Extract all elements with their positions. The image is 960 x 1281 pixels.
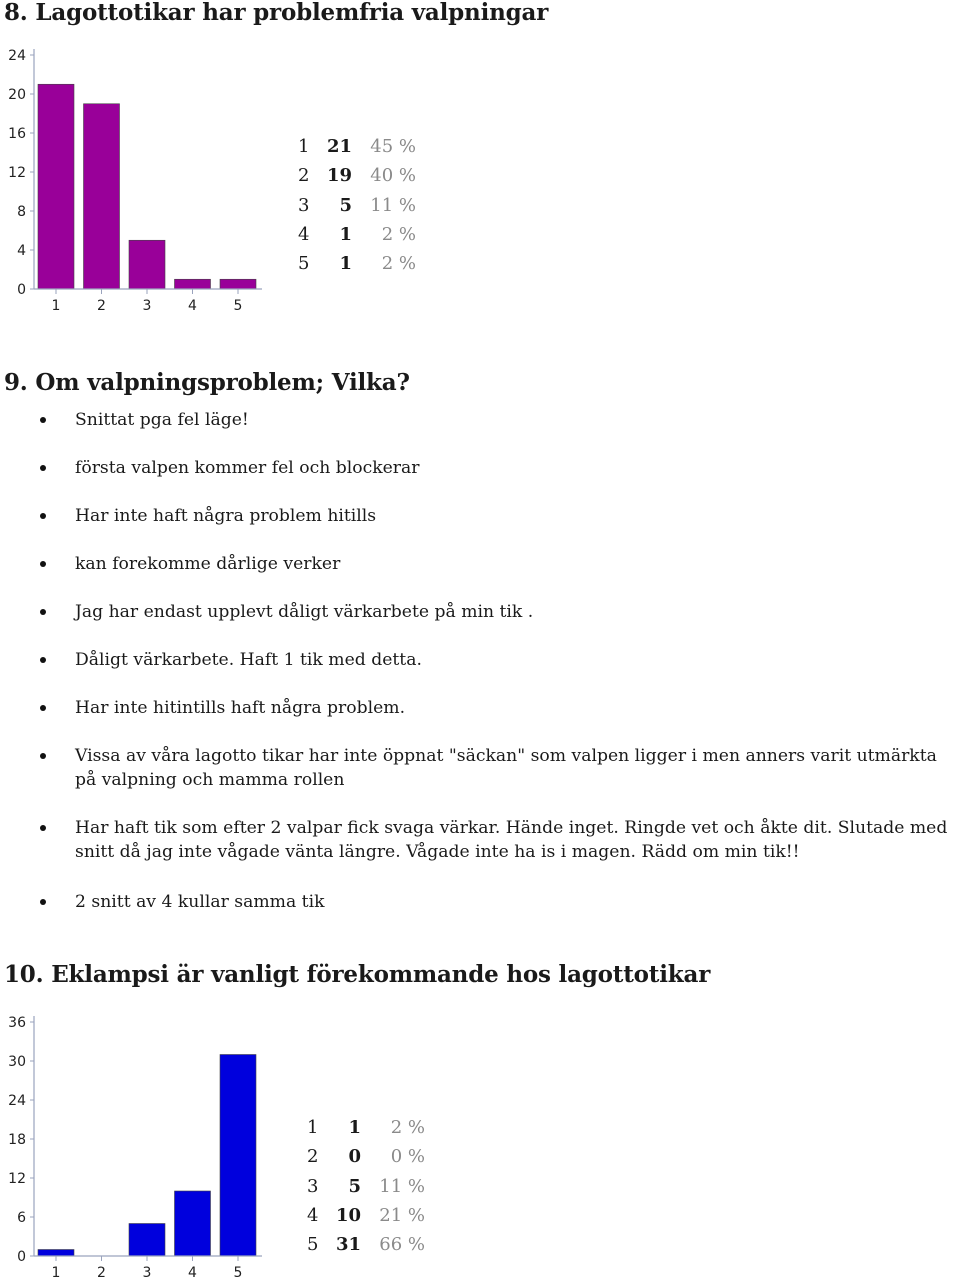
x-tick-label: 2: [97, 298, 106, 314]
x-tick-label: 3: [142, 298, 152, 314]
bullet-icon: [40, 465, 46, 471]
y-tick-label: 8: [17, 204, 26, 220]
stats-option: 2: [298, 165, 310, 187]
stats-row: [307, 1201, 425, 1230]
question-10-chart-svg: [0, 1008, 270, 1281]
x-tick-label: 4: [188, 298, 197, 314]
question-8-chart-svg: [0, 40, 270, 320]
stats-count: 1: [339, 223, 352, 245]
bar: [129, 240, 165, 289]
bullet-icon: [40, 705, 46, 711]
question-10-title: 10. Eklampsi är vanligt förekommande hos lagottotikar: [4, 961, 711, 988]
stats-option: 4: [307, 1204, 319, 1226]
stats-row: [307, 1230, 425, 1259]
x-tick-label: 2: [97, 1265, 106, 1281]
answer-text: Har haft tik som efter 2 valpar fick svaga värkar. Hände inget. Ringde vet och åkte dit. Slutade med snitt då jag inte vågade vänta längre. Vågade inte ha is i magen. Rädd om min tik!!: [75, 818, 948, 862]
stats-row: [298, 220, 416, 249]
list-item: [40, 744, 960, 816]
y-tick-label: 0: [17, 1249, 26, 1265]
answer-text: Dåligt värkarbete. Haft 1 tik med detta.: [75, 650, 422, 670]
stats-count: 0: [348, 1146, 361, 1168]
list-item: [40, 408, 960, 456]
question-8-title: 8. Lagottotikar har problemfria valpningar: [4, 0, 549, 26]
answer-text: Har inte haft några problem hitills: [75, 506, 377, 526]
list-item: [40, 456, 960, 504]
question-8-bar-chart: [0, 40, 270, 320]
bar: [84, 104, 120, 289]
bar: [175, 279, 211, 289]
bullet-icon: [40, 825, 46, 831]
stats-percent: 2 %: [390, 1117, 425, 1138]
bullet-icon: [40, 899, 46, 905]
stats-percent: 66 %: [379, 1234, 425, 1256]
question-9-answer-list: [40, 408, 960, 930]
x-tick-label: 4: [188, 1265, 197, 1281]
answer-text: kan forekomme dårlige verker: [75, 554, 341, 574]
list-item: [40, 552, 960, 600]
stats-count: 5: [348, 1175, 361, 1197]
bullet-icon: [40, 417, 46, 423]
bullet-icon: [40, 753, 46, 759]
list-item: [40, 648, 960, 696]
stats-percent: 45 %: [370, 136, 416, 157]
bullet-icon: [40, 609, 46, 615]
stats-percent: 11 %: [370, 194, 416, 216]
stats-count: 5: [339, 194, 352, 216]
list-item: [40, 600, 960, 648]
stats-percent: 2 %: [381, 253, 416, 275]
bar: [175, 1191, 211, 1256]
answer-text: Snittat pga fel läge!: [75, 410, 249, 430]
question-10-bar-chart: [0, 1008, 270, 1281]
stats-percent: 2 %: [381, 223, 416, 245]
bar: [38, 1250, 74, 1257]
x-tick-label: 5: [233, 298, 243, 314]
bar: [220, 279, 256, 289]
question-9-title: 9. Om valpningsproblem; Vilka?: [4, 369, 410, 396]
stats-option: 5: [307, 1234, 319, 1256]
y-tick-label: 4: [17, 243, 26, 259]
stats-count: 31: [335, 1234, 361, 1256]
bullet-icon: [40, 513, 46, 519]
question-10-stats-table: [307, 1113, 425, 1259]
stats-percent: 11 %: [379, 1175, 425, 1197]
x-tick-label: 1: [51, 298, 61, 314]
stats-count: 21: [326, 136, 352, 157]
y-tick-label: 6: [17, 1210, 26, 1226]
stats-percent: 40 %: [370, 165, 416, 187]
y-tick-label: 30: [8, 1054, 26, 1070]
stats-count: 1: [348, 1117, 361, 1138]
stats-count: 1: [339, 253, 352, 275]
stats-percent: 0 %: [390, 1146, 425, 1168]
stats-row: [298, 132, 416, 161]
bullet-icon: [40, 657, 46, 663]
x-tick-label: 5: [233, 1265, 243, 1281]
stats-option: 5: [298, 253, 310, 275]
stats-option: 4: [298, 223, 310, 245]
y-tick-label: 24: [8, 1093, 26, 1109]
answer-text: Har inte hitintills haft några problem.: [75, 698, 406, 718]
list-item: [40, 890, 960, 930]
question-8-stats-table: [298, 132, 416, 278]
y-tick-label: 12: [8, 1171, 26, 1187]
x-tick-label: 3: [142, 1265, 152, 1281]
bar: [220, 1055, 256, 1257]
stats-row: [307, 1142, 425, 1171]
y-tick-label: 12: [8, 165, 26, 181]
stats-count: 10: [335, 1204, 361, 1226]
y-tick-label: 24: [8, 48, 26, 64]
y-tick-label: 18: [8, 1132, 26, 1148]
stats-row: [298, 249, 416, 278]
stats-option: 1: [307, 1117, 319, 1138]
stats-option: 2: [307, 1146, 319, 1168]
answer-text: första valpen kommer fel och blockerar: [75, 458, 420, 478]
stats-count: 19: [326, 165, 352, 187]
answer-text: Jag har endast upplevt dåligt värkarbete på min tik .: [75, 602, 534, 622]
bullet-icon: [40, 561, 46, 567]
stats-row: [298, 161, 416, 190]
bar: [38, 84, 74, 289]
list-item: [40, 696, 960, 744]
list-item: [40, 504, 960, 552]
x-tick-label: 1: [51, 1265, 61, 1281]
stats-percent: 21 %: [379, 1204, 425, 1226]
y-tick-label: 16: [8, 126, 26, 142]
list-item: [40, 816, 960, 890]
answer-text: Vissa av våra lagotto tikar har inte öppnat "säckan" som valpen ligger i men anners varit utmärkta på valpning och mamma rollen: [75, 746, 937, 790]
stats-row: [307, 1172, 425, 1201]
y-tick-label: 20: [8, 87, 26, 103]
y-tick-label: 0: [17, 282, 26, 298]
answer-text: 2 snitt av 4 kullar samma tik: [75, 892, 325, 912]
stats-row: [298, 191, 416, 220]
bar: [129, 1224, 165, 1257]
stats-row: [307, 1113, 425, 1142]
stats-option: 3: [298, 194, 310, 216]
y-tick-label: 36: [8, 1015, 26, 1031]
stats-option: 3: [307, 1175, 319, 1197]
stats-option: 1: [298, 136, 310, 157]
